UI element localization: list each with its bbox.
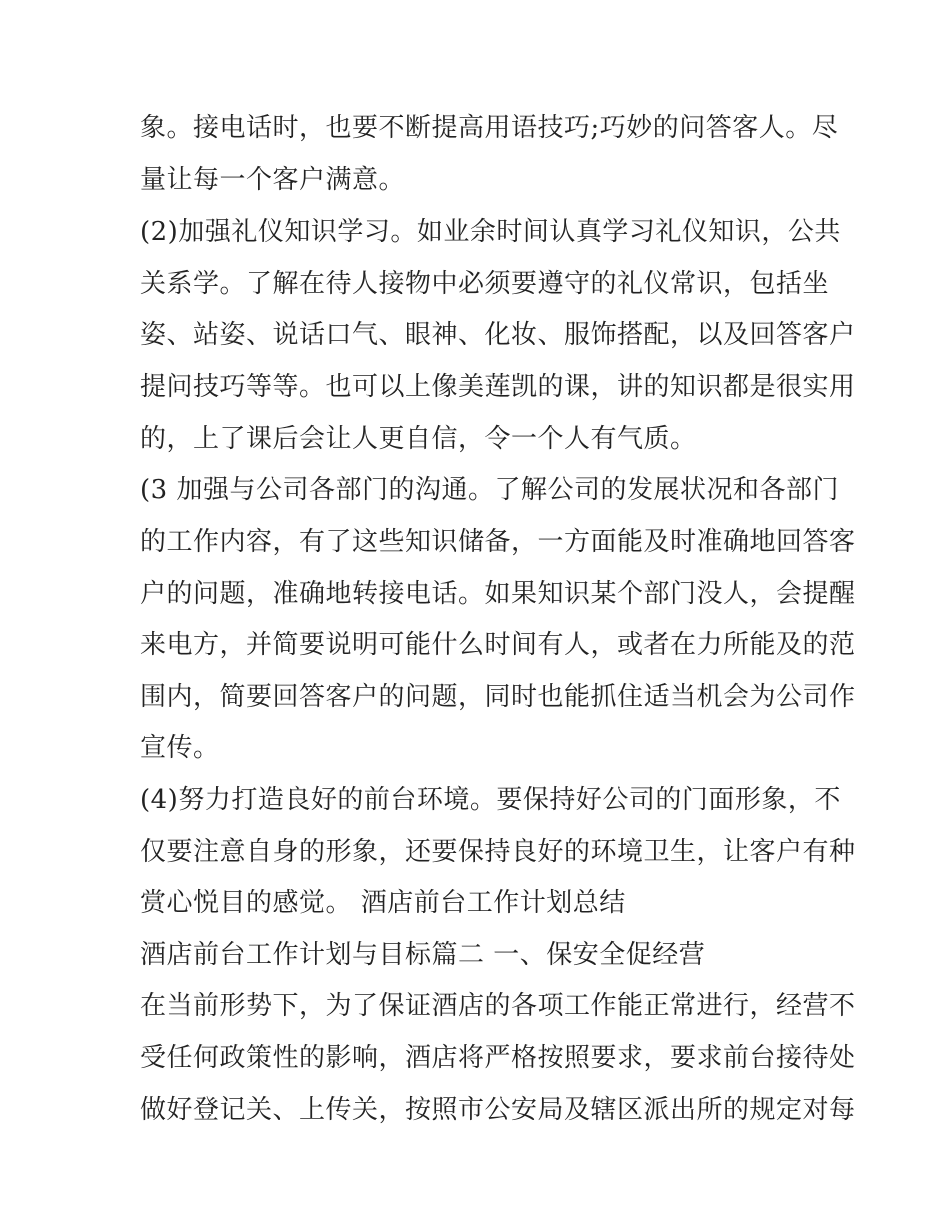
text-line: 提问技巧等等。也可以上像美莲凯的课，讲的知识都是很实用 — [140, 372, 856, 402]
text-line: (2)加强礼仪知识学习。如业余时间认真学习礼仪知识，公共 — [140, 217, 841, 247]
text-line: 做好登记关、上传关，按照市公安局及辖区派出所的规定对每 — [140, 1095, 856, 1125]
text-line: 酒店前台工作计划与目标篇二 一、保安全促经营 — [140, 940, 706, 970]
text-line: 的工作内容，有了这些知识储备，一方面能及时准确地回答客 — [140, 527, 856, 557]
text-line: 在当前形势下，为了保证酒店的各项工作能正常进行，经营不 — [140, 991, 856, 1021]
text-line: 量让每一个客户满意。 — [140, 165, 406, 195]
text-line: 姿、站姿、说话口气、眼神、化妆、服饰搭配，以及回答客户 — [140, 320, 856, 350]
text-line: 赏心悦目的感觉。 酒店前台工作计划总结 — [140, 888, 626, 918]
text-line: 宣传。 — [140, 733, 220, 763]
text-line: (3 加强与公司各部门的沟通。了解公司的发展状况和各部门 — [140, 475, 839, 505]
text-line: (4)努力打造良好的前台环境。要保持好公司的门面形象，不 — [140, 785, 841, 815]
text-line: 象。接电话时，也要不断提高用语技巧;巧妙的问答客人。尽 — [140, 113, 839, 143]
text-line: 受任何政策性的影响，酒店将严格按照要求，要求前台接待处 — [140, 1043, 856, 1073]
text-line: 关系学。了解在待人接物中必须要遵守的礼仪常识，包括坐 — [140, 269, 830, 299]
text-line: 来电方，并简要说明可能什么时间有人，或者在力所能及的范 — [140, 630, 856, 660]
text-line: 仅要注意自身的形象，还要保持良好的环境卫生，让客户有种 — [140, 837, 856, 867]
text-line: 的，上了课后会让人更自信，令一个人有气质。 — [140, 424, 697, 454]
text-line: 户的问题，准确地转接电话。如果知识某个部门没人，会提醒 — [140, 579, 856, 609]
text-line: 围内，简要回答客户的问题，同时也能抓住适当机会为公司作 — [140, 682, 856, 712]
